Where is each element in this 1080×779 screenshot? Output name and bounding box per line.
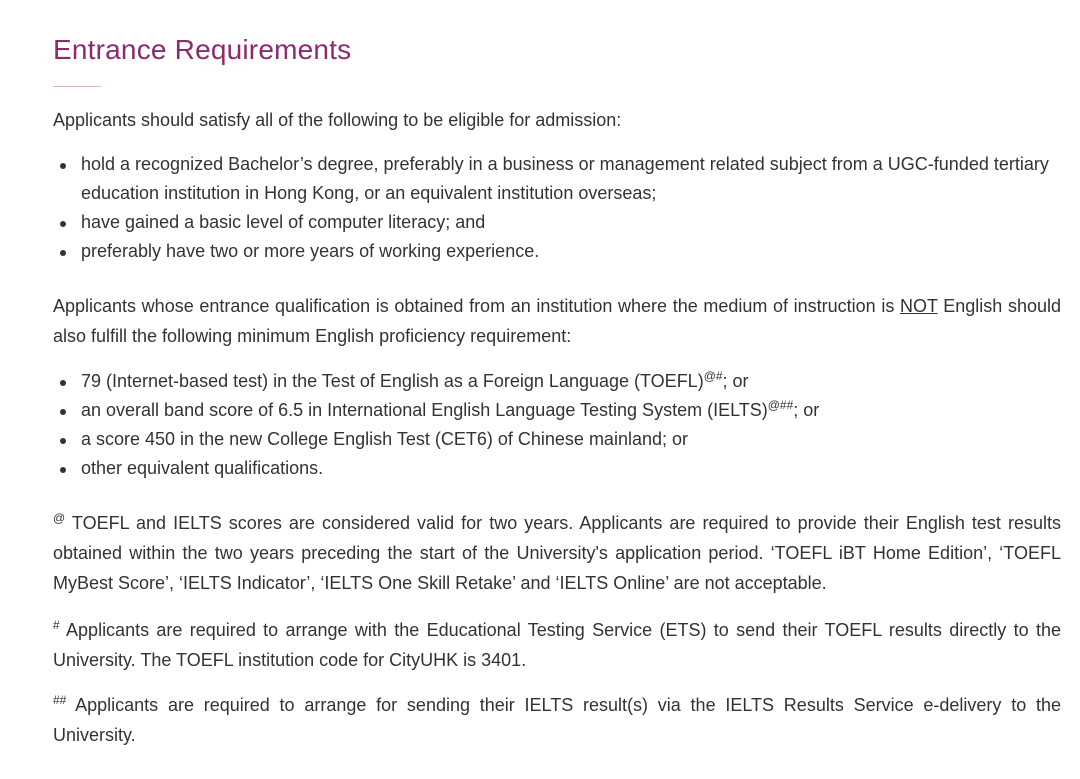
footnote-text: TOEFL and IELTS scores are considered valid for two years. Applicants are required to provide their English test results obtained within the two years preceding the start of the University's application period. ‘TOEFL iBT Home Edition’, ‘TOEFL MyBest Score’, ‘IELTS Indicator’, ‘IELTS One Skill Retake’ and ‘IELTS Online’ are not acceptable. [53,513,1061,593]
list-item: other equivalent qualifications. [53,454,1061,483]
list-item: preferably have two or more years of working experience. [53,237,1061,266]
footnote-marker: # [53,618,60,632]
list-item: have gained a basic level of computer literacy; and [53,208,1061,237]
footnote-marker: @## [767,398,794,412]
footnote-marker: ## [53,693,67,707]
footnote-marker: @# [703,369,723,383]
requirement-text: an overall band score of 6.5 in International English Language Testing System (IELTS) [81,400,768,420]
english-requirement-intro [53,291,1061,351]
title-underline-divider [53,86,101,87]
requirement-tail: ; or [722,371,749,391]
footnote-text: Applicants are required to arrange for sending their IELTS result(s) via the IELTS Results Service e-delivery to the University. [53,695,1061,745]
eligibility-list [53,150,1061,266]
footnote-ielts [53,690,1061,750]
list-item: a score 450 in the new College English Test (CET6) of Chinese mainland; or [53,425,1061,454]
english-intro-text: Applicants whose entrance qualification is obtained from an institution where the medium of instruction is [53,296,900,316]
not-emphasis: NOT [899,296,938,316]
requirement-tail: ; or [793,400,820,420]
footnote-text: Applicants are required to arrange with the Educational Testing Service (ETS) to send their TOEFL results directly to the University. The TOEFL institution code for CityUHK is 3401. [53,620,1061,670]
footnote-marker: @ [53,511,66,525]
list-item [53,396,1061,425]
requirement-text: 79 (Internet-based test) in the Test of English as a Foreign Language (TOEFL) [81,371,704,391]
english-intro-text-end: English should also fulfill the following minimum English proficiency requirement: [53,296,1061,346]
footnote-toefl [53,615,1061,675]
english-requirements-list [53,367,1061,483]
list-item: hold a recognized Bachelor’s degree, preferably in a business or management related subject from a UGC-funded tertiary education institution in Hong Kong, or an equivalent institution overseas; [53,150,1061,208]
list-item [53,367,1061,396]
footnote-validity [53,508,1061,598]
page-title: Entrance Requirements [53,34,352,65]
eligibility-intro: Applicants should satisfy all of the following to be eligible for admission: [53,110,622,130]
